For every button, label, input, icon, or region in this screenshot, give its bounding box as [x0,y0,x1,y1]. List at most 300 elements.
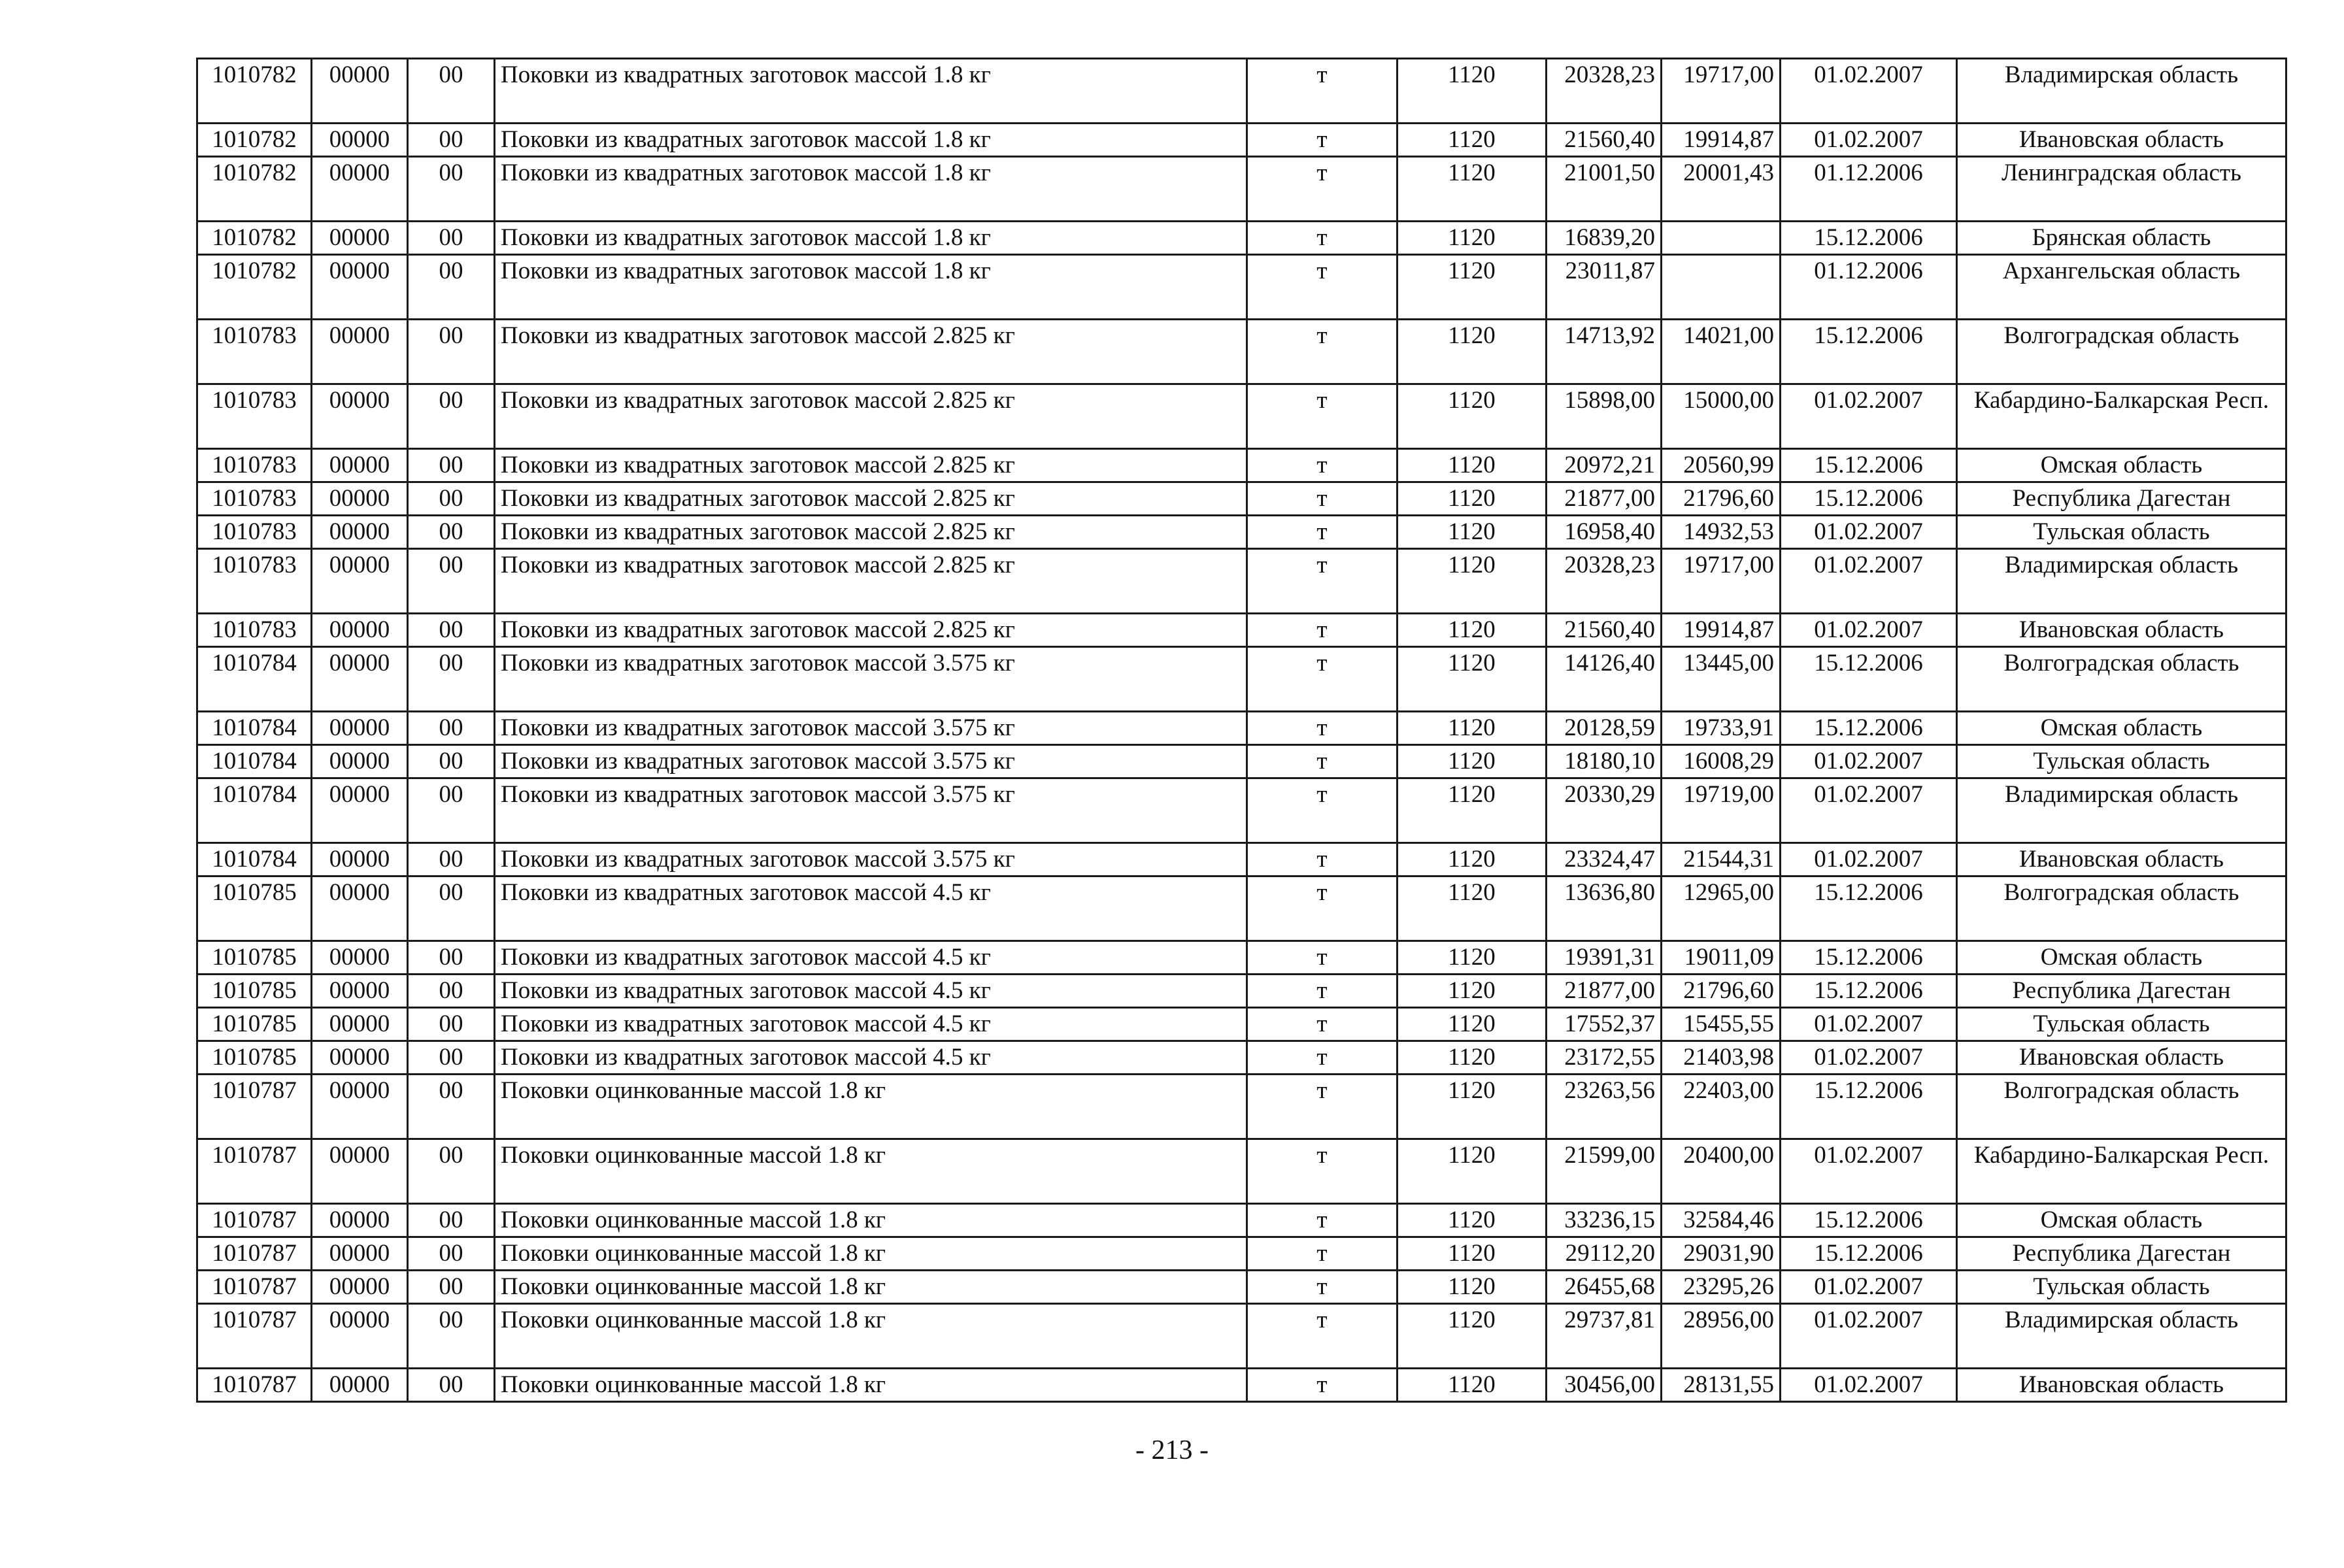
price-with-vat-cell: 16839,20 [1547,222,1662,255]
price-without-vat-cell: 15455,55 [1662,1008,1781,1041]
date-cell: 15.12.2006 [1781,1237,1957,1271]
okei-code-cell: 1120 [1398,876,1547,941]
price-without-vat-cell: 12965,00 [1662,876,1781,941]
okei-code-cell: 1120 [1398,1204,1547,1237]
unit-cell: т [1247,843,1398,876]
unit-cell: т [1247,876,1398,941]
subcode-cell: 00000 [312,1075,408,1139]
price-with-vat-cell: 20328,23 [1547,549,1662,614]
product-name-cell: Поковки оцинкованные массой 1.8 кг [495,1237,1247,1271]
unit-cell: т [1247,1237,1398,1271]
date-cell: 15.12.2006 [1781,482,1957,516]
region-cell: Омская область [1957,941,2286,975]
region-cell: Республика Дагестан [1957,975,2286,1008]
region-cell: Владимирская область [1957,1304,2286,1369]
unit-cell: т [1247,1139,1398,1204]
unit-cell: т [1247,549,1398,614]
variant-cell: 00 [408,614,495,647]
okei-code-cell: 1120 [1398,778,1547,843]
product-code-cell: 1010783 [197,482,312,516]
region-cell: Ивановская область [1957,124,2286,157]
product-name-cell: Поковки из квадратных заготовок массой 4.5 кг [495,1008,1247,1041]
table-row [197,222,2286,255]
price-with-vat-cell: 18180,10 [1547,745,1662,778]
variant-cell: 00 [408,1204,495,1237]
region-cell: Омская область [1957,712,2286,745]
product-code-cell: 1010784 [197,843,312,876]
subcode-cell: 00000 [312,1271,408,1304]
product-name-cell: Поковки из квадратных заготовок массой 1.8 кг [495,255,1247,320]
table-row [197,124,2286,157]
product-name-cell: Поковки из квадратных заготовок массой 2.825 кг [495,320,1247,384]
date-cell: 15.12.2006 [1781,320,1957,384]
price-without-vat-cell [1662,255,1781,320]
price-with-vat-cell: 21877,00 [1547,482,1662,516]
date-cell: 15.12.2006 [1781,222,1957,255]
product-code-cell: 1010787 [197,1237,312,1271]
unit-cell: т [1247,614,1398,647]
price-with-vat-cell: 20972,21 [1547,449,1662,482]
product-name-cell: Поковки из квадратных заготовок массой 1.8 кг [495,59,1247,124]
product-code-cell: 1010782 [197,255,312,320]
price-without-vat-cell: 21544,31 [1662,843,1781,876]
price-with-vat-cell: 19391,31 [1547,941,1662,975]
price-without-vat-cell: 28131,55 [1662,1369,1781,1402]
date-cell: 01.02.2007 [1781,1304,1957,1369]
variant-cell: 00 [408,1008,495,1041]
product-name-cell: Поковки из квадратных заготовок массой 2.825 кг [495,516,1247,549]
region-cell: Тульская область [1957,745,2286,778]
table-row [197,941,2286,975]
subcode-cell: 00000 [312,157,408,222]
table-row [197,1075,2286,1139]
subcode-cell: 00000 [312,516,408,549]
unit-cell: т [1247,647,1398,712]
table-row [197,549,2286,614]
table-row [197,1008,2286,1041]
okei-code-cell: 1120 [1398,255,1547,320]
okei-code-cell: 1120 [1398,614,1547,647]
unit-cell: т [1247,482,1398,516]
table-row [197,1271,2286,1304]
product-code-cell: 1010783 [197,549,312,614]
price-with-vat-cell: 26455,68 [1547,1271,1662,1304]
variant-cell: 00 [408,482,495,516]
date-cell: 01.02.2007 [1781,1139,1957,1204]
page-number: - 213 - [1135,1435,1209,1465]
product-code-cell: 1010787 [197,1304,312,1369]
okei-code-cell: 1120 [1398,843,1547,876]
price-with-vat-cell: 14126,40 [1547,647,1662,712]
variant-cell: 00 [408,1237,495,1271]
date-cell: 01.02.2007 [1781,614,1957,647]
product-code-cell: 1010785 [197,876,312,941]
okei-code-cell: 1120 [1398,1139,1547,1204]
price-without-vat-cell: 32584,46 [1662,1204,1781,1237]
okei-code-cell: 1120 [1398,1008,1547,1041]
product-code-cell: 1010783 [197,320,312,384]
date-cell: 15.12.2006 [1781,1204,1957,1237]
date-cell: 15.12.2006 [1781,975,1957,1008]
price-with-vat-cell: 23011,87 [1547,255,1662,320]
variant-cell: 00 [408,157,495,222]
product-code-cell: 1010785 [197,975,312,1008]
table-row [197,778,2286,843]
okei-code-cell: 1120 [1398,975,1547,1008]
subcode-cell: 00000 [312,320,408,384]
date-cell: 15.12.2006 [1781,647,1957,712]
product-name-cell: Поковки оцинкованные массой 1.8 кг [495,1271,1247,1304]
price-without-vat-cell: 20400,00 [1662,1139,1781,1204]
subcode-cell: 00000 [312,941,408,975]
price-without-vat-cell: 29031,90 [1662,1237,1781,1271]
okei-code-cell: 1120 [1398,59,1547,124]
unit-cell: т [1247,1008,1398,1041]
okei-code-cell: 1120 [1398,941,1547,975]
subcode-cell: 00000 [312,1139,408,1204]
table-row [197,320,2286,384]
price-with-vat-cell: 21560,40 [1547,124,1662,157]
table-row [197,384,2286,449]
table-row [197,712,2286,745]
price-with-vat-cell: 21001,50 [1547,157,1662,222]
date-cell: 01.02.2007 [1781,124,1957,157]
table-row [197,975,2286,1008]
date-cell: 01.02.2007 [1781,1008,1957,1041]
product-code-cell: 1010783 [197,516,312,549]
okei-code-cell: 1120 [1398,222,1547,255]
variant-cell: 00 [408,516,495,549]
price-without-vat-cell: 19914,87 [1662,124,1781,157]
price-without-vat-cell: 14021,00 [1662,320,1781,384]
region-cell: Брянская область [1957,222,2286,255]
unit-cell: т [1247,449,1398,482]
table-row [197,1369,2286,1402]
okei-code-cell: 1120 [1398,1369,1547,1402]
price-without-vat-cell: 15000,00 [1662,384,1781,449]
product-name-cell: Поковки оцинкованные массой 1.8 кг [495,1075,1247,1139]
unit-cell: т [1247,1271,1398,1304]
price-without-vat-cell: 14932,53 [1662,516,1781,549]
unit-cell: т [1247,124,1398,157]
variant-cell: 00 [408,778,495,843]
document-sheet [196,58,2285,1403]
subcode-cell: 00000 [312,1008,408,1041]
product-name-cell: Поковки из квадратных заготовок массой 3.575 кг [495,778,1247,843]
price-without-vat-cell: 21796,60 [1662,975,1781,1008]
region-cell: Ивановская область [1957,1041,2286,1075]
variant-cell: 00 [408,222,495,255]
region-cell: Волгоградская область [1957,876,2286,941]
product-code-cell: 1010787 [197,1369,312,1402]
variant-cell: 00 [408,843,495,876]
price-with-vat-cell: 23263,56 [1547,1075,1662,1139]
okei-code-cell: 1120 [1398,157,1547,222]
subcode-cell: 00000 [312,1204,408,1237]
subcode-cell: 00000 [312,1369,408,1402]
unit-cell: т [1247,384,1398,449]
region-cell: Тульская область [1957,516,2286,549]
variant-cell: 00 [408,255,495,320]
price-without-vat-cell: 22403,00 [1662,1075,1781,1139]
subcode-cell: 00000 [312,745,408,778]
unit-cell: т [1247,1041,1398,1075]
product-name-cell: Поковки из квадратных заготовок массой 2.825 кг [495,449,1247,482]
product-name-cell: Поковки из квадратных заготовок массой 3.575 кг [495,843,1247,876]
okei-code-cell: 1120 [1398,124,1547,157]
variant-cell: 00 [408,1075,495,1139]
okei-code-cell: 1120 [1398,745,1547,778]
unit-cell: т [1247,1204,1398,1237]
product-name-cell: Поковки из квадратных заготовок массой 2.825 кг [495,384,1247,449]
product-code-cell: 1010784 [197,778,312,843]
product-code-cell: 1010787 [197,1139,312,1204]
price-table [196,58,2287,1403]
product-name-cell: Поковки из квадратных заготовок массой 2.825 кг [495,482,1247,516]
region-cell: Кабардино-Балкарская Респ. [1957,384,2286,449]
subcode-cell: 00000 [312,975,408,1008]
date-cell: 15.12.2006 [1781,449,1957,482]
price-with-vat-cell: 20128,59 [1547,712,1662,745]
price-without-vat-cell: 19717,00 [1662,59,1781,124]
unit-cell: т [1247,59,1398,124]
product-code-cell: 1010785 [197,1041,312,1075]
price-with-vat-cell: 20328,23 [1547,59,1662,124]
product-name-cell: Поковки из квадратных заготовок массой 3.575 кг [495,712,1247,745]
okei-code-cell: 1120 [1398,482,1547,516]
price-with-vat-cell: 13636,80 [1547,876,1662,941]
price-without-vat-cell: 19914,87 [1662,614,1781,647]
unit-cell: т [1247,516,1398,549]
unit-cell: т [1247,1304,1398,1369]
product-code-cell: 1010783 [197,449,312,482]
price-with-vat-cell: 21877,00 [1547,975,1662,1008]
subcode-cell: 00000 [312,876,408,941]
okei-code-cell: 1120 [1398,1237,1547,1271]
product-name-cell: Поковки из квадратных заготовок массой 4.5 кг [495,975,1247,1008]
product-name-cell: Поковки оцинкованные массой 1.8 кг [495,1304,1247,1369]
variant-cell: 00 [408,745,495,778]
product-name-cell: Поковки из квадратных заготовок массой 4.5 кг [495,1041,1247,1075]
variant-cell: 00 [408,1304,495,1369]
product-code-cell: 1010782 [197,59,312,124]
date-cell: 01.12.2006 [1781,255,1957,320]
subcode-cell: 00000 [312,778,408,843]
product-code-cell: 1010787 [197,1271,312,1304]
date-cell: 01.02.2007 [1781,59,1957,124]
product-code-cell: 1010782 [197,157,312,222]
product-code-cell: 1010782 [197,222,312,255]
unit-cell: т [1247,320,1398,384]
region-cell: Владимирская область [1957,549,2286,614]
date-cell: 01.02.2007 [1781,384,1957,449]
variant-cell: 00 [408,1041,495,1075]
date-cell: 01.02.2007 [1781,516,1957,549]
product-code-cell: 1010783 [197,614,312,647]
product-code-cell: 1010787 [197,1204,312,1237]
table-row [197,1304,2286,1369]
price-with-vat-cell: 21560,40 [1547,614,1662,647]
variant-cell: 00 [408,320,495,384]
price-without-vat-cell: 16008,29 [1662,745,1781,778]
region-cell: Ивановская область [1957,614,2286,647]
product-name-cell: Поковки оцинкованные массой 1.8 кг [495,1139,1247,1204]
region-cell: Республика Дагестан [1957,1237,2286,1271]
date-cell: 01.02.2007 [1781,549,1957,614]
table-row [197,449,2286,482]
price-with-vat-cell: 20330,29 [1547,778,1662,843]
unit-cell: т [1247,778,1398,843]
okei-code-cell: 1120 [1398,647,1547,712]
region-cell: Владимирская область [1957,778,2286,843]
subcode-cell: 00000 [312,222,408,255]
date-cell: 15.12.2006 [1781,712,1957,745]
price-without-vat-cell: 21796,60 [1662,482,1781,516]
variant-cell: 00 [408,647,495,712]
date-cell: 15.12.2006 [1781,941,1957,975]
table-body [197,59,2286,1402]
subcode-cell: 00000 [312,843,408,876]
region-cell: Омская область [1957,1204,2286,1237]
date-cell: 01.02.2007 [1781,1041,1957,1075]
table-row [197,516,2286,549]
date-cell: 01.02.2007 [1781,843,1957,876]
price-with-vat-cell: 23324,47 [1547,843,1662,876]
date-cell: 01.02.2007 [1781,745,1957,778]
variant-cell: 00 [408,1271,495,1304]
product-code-cell: 1010784 [197,745,312,778]
price-without-vat-cell: 21403,98 [1662,1041,1781,1075]
variant-cell: 00 [408,124,495,157]
product-code-cell: 1010783 [197,384,312,449]
region-cell: Волгоградская область [1957,647,2286,712]
product-name-cell: Поковки из квадратных заготовок массой 1.8 кг [495,157,1247,222]
unit-cell: т [1247,975,1398,1008]
unit-cell: т [1247,941,1398,975]
date-cell: 01.02.2007 [1781,778,1957,843]
price-without-vat-cell: 19011,09 [1662,941,1781,975]
region-cell: Кабардино-Балкарская Респ. [1957,1139,2286,1204]
subcode-cell: 00000 [312,482,408,516]
region-cell: Тульская область [1957,1008,2286,1041]
subcode-cell: 00000 [312,255,408,320]
product-code-cell: 1010787 [197,1075,312,1139]
subcode-cell: 00000 [312,1304,408,1369]
variant-cell: 00 [408,449,495,482]
price-with-vat-cell: 16958,40 [1547,516,1662,549]
product-name-cell: Поковки из квадратных заготовок массой 2.825 кг [495,614,1247,647]
variant-cell: 00 [408,549,495,614]
price-with-vat-cell: 33236,15 [1547,1204,1662,1237]
product-name-cell: Поковки из квадратных заготовок массой 1.8 кг [495,222,1247,255]
unit-cell: т [1247,1075,1398,1139]
okei-code-cell: 1120 [1398,320,1547,384]
unit-cell: т [1247,255,1398,320]
date-cell: 15.12.2006 [1781,1075,1957,1139]
table-row [197,647,2286,712]
unit-cell: т [1247,1369,1398,1402]
price-with-vat-cell: 21599,00 [1547,1139,1662,1204]
subcode-cell: 00000 [312,549,408,614]
table-row [197,482,2286,516]
subcode-cell: 00000 [312,1237,408,1271]
region-cell: Архангельская область [1957,255,2286,320]
table-row [197,255,2286,320]
price-with-vat-cell: 15898,00 [1547,384,1662,449]
price-without-vat-cell: 28956,00 [1662,1304,1781,1369]
product-name-cell: Поковки из квадратных заготовок массой 4.5 кг [495,941,1247,975]
region-cell: Тульская область [1957,1271,2286,1304]
price-with-vat-cell: 29737,81 [1547,1304,1662,1369]
okei-code-cell: 1120 [1398,384,1547,449]
region-cell: Омская область [1957,449,2286,482]
subcode-cell: 00000 [312,712,408,745]
region-cell: Ивановская область [1957,1369,2286,1402]
date-cell: 01.02.2007 [1781,1271,1957,1304]
unit-cell: т [1247,712,1398,745]
okei-code-cell: 1120 [1398,712,1547,745]
table-row [197,157,2286,222]
variant-cell: 00 [408,384,495,449]
okei-code-cell: 1120 [1398,549,1547,614]
region-cell: Ленинградская область [1957,157,2286,222]
region-cell: Волгоградская область [1957,320,2286,384]
product-name-cell: Поковки оцинкованные массой 1.8 кг [495,1369,1247,1402]
product-code-cell: 1010785 [197,1008,312,1041]
okei-code-cell: 1120 [1398,449,1547,482]
okei-code-cell: 1120 [1398,1271,1547,1304]
price-with-vat-cell: 14713,92 [1547,320,1662,384]
region-cell: Владимирская область [1957,59,2286,124]
product-name-cell: Поковки из квадратных заготовок массой 1.8 кг [495,124,1247,157]
table-row [197,1139,2286,1204]
product-name-cell: Поковки из квадратных заготовок массой 3.575 кг [495,745,1247,778]
variant-cell: 00 [408,1369,495,1402]
variant-cell: 00 [408,975,495,1008]
price-with-vat-cell: 29112,20 [1547,1237,1662,1271]
variant-cell: 00 [408,1139,495,1204]
subcode-cell: 00000 [312,647,408,712]
product-name-cell: Поковки из квадратных заготовок массой 2.825 кг [495,549,1247,614]
table-row [197,614,2286,647]
date-cell: 01.02.2007 [1781,1369,1957,1402]
price-without-vat-cell: 19719,00 [1662,778,1781,843]
product-code-cell: 1010782 [197,124,312,157]
table-row [197,876,2286,941]
product-name-cell: Поковки из квадратных заготовок массой 3.575 кг [495,647,1247,712]
price-with-vat-cell: 17552,37 [1547,1008,1662,1041]
okei-code-cell: 1120 [1398,516,1547,549]
variant-cell: 00 [408,941,495,975]
subcode-cell: 00000 [312,449,408,482]
variant-cell: 00 [408,59,495,124]
subcode-cell: 00000 [312,384,408,449]
region-cell: Волгоградская область [1957,1075,2286,1139]
subcode-cell: 00000 [312,124,408,157]
product-name-cell: Поковки оцинкованные массой 1.8 кг [495,1204,1247,1237]
date-cell: 15.12.2006 [1781,876,1957,941]
okei-code-cell: 1120 [1398,1075,1547,1139]
price-without-vat-cell: 13445,00 [1662,647,1781,712]
subcode-cell: 00000 [312,1041,408,1075]
product-code-cell: 1010785 [197,941,312,975]
table-row [197,843,2286,876]
price-with-vat-cell: 23172,55 [1547,1041,1662,1075]
price-without-vat-cell: 20001,43 [1662,157,1781,222]
price-without-vat-cell: 19733,91 [1662,712,1781,745]
price-without-vat-cell: 23295,26 [1662,1271,1781,1304]
unit-cell: т [1247,745,1398,778]
